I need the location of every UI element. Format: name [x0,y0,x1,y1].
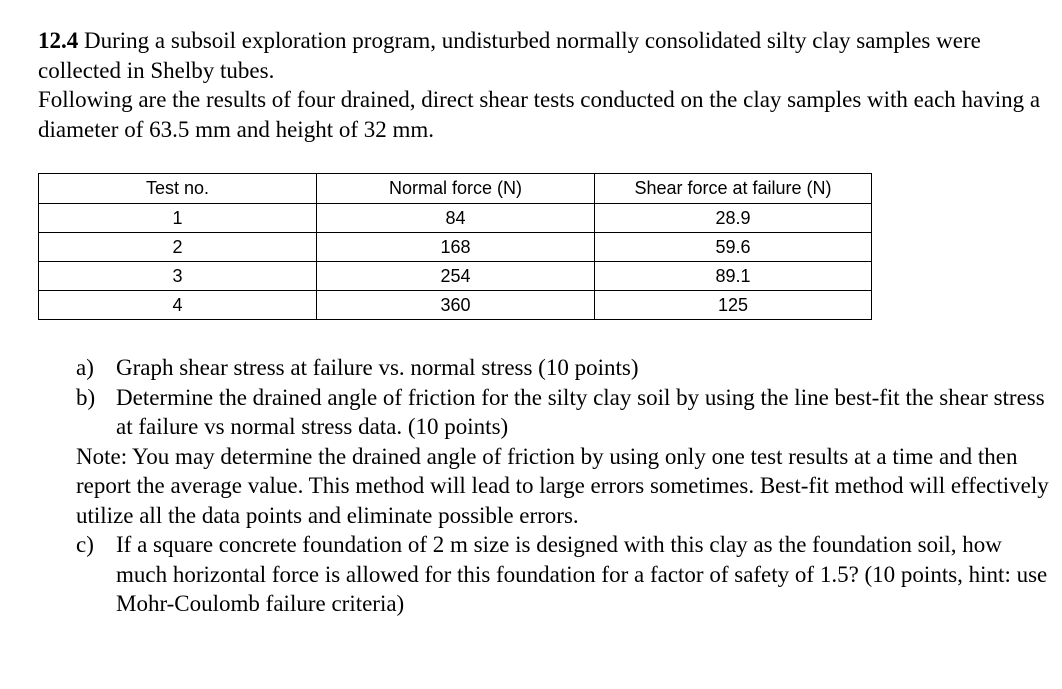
question-a [76,353,1051,383]
cell-shear-force: 89.1 [595,262,872,291]
table-row [39,233,872,262]
cell-test-no: 2 [39,233,317,262]
cell-shear-force: 28.9 [595,204,872,233]
question-a-text: Graph shear stress at failure vs. normal stress (10 points) [116,355,639,380]
shear-test-results-table [38,173,872,320]
problem-statement [38,26,1048,144]
cell-test-no: 1 [39,204,317,233]
question-c-label: c) [76,532,94,557]
cell-shear-force: 59.6 [595,233,872,262]
question-a-label: a) [76,355,94,380]
table-row [39,291,872,320]
cell-normal-force: 254 [317,262,595,291]
cell-test-no: 4 [39,291,317,320]
cell-normal-force: 168 [317,233,595,262]
cell-test-no: 3 [39,262,317,291]
table-row [39,204,872,233]
cell-shear-force: 125 [595,291,872,320]
question-b-label: b) [76,384,96,410]
note-text: Note: You may determine the drained angle of friction by using only one test results at a time and then report the average value. This method will lead to large errors sometimes. Best-fit method will effectively utilize all the data points and eliminate possible errors. [76,443,1049,528]
question-c-text: If a square concrete foundation of 2 m size is designed with this clay as the foundation soil, how much horizontal force is allowed for this foundation for a factor of safety of 1.5? (10 points, hint: use Mohr-Coulomb failure criteria) [116,532,1048,616]
problem-number: 12.4 [38,28,79,53]
question-b-text: Determine the drained angle of friction for the silty clay soil by using the line best-fit the shear stress at failure vs normal stress data. (10 points) [116,384,1045,439]
question-b [76,383,1051,442]
intro-text-1: During a subsoil exploration program, undisturbed normally consolidated silty clay samples were collected in Shelby tubes. [38,28,981,83]
cell-normal-force: 360 [317,291,595,320]
header-normal-force: Normal force (N) [317,174,595,204]
question-list [76,353,1051,619]
header-shear-force: Shear force at failure (N) [595,174,872,204]
question-c [76,530,1051,619]
intro-paragraph-1 [38,26,1048,85]
table-row [39,262,872,291]
intro-paragraph-2: Following are the results of four drained, direct shear tests conducted on the clay samples with each having a diameter of 63.5 mm and height of 32 mm. [38,87,1041,142]
header-test-no: Test no. [39,174,317,204]
cell-normal-force: 84 [317,204,595,233]
table-header-row [39,174,872,204]
